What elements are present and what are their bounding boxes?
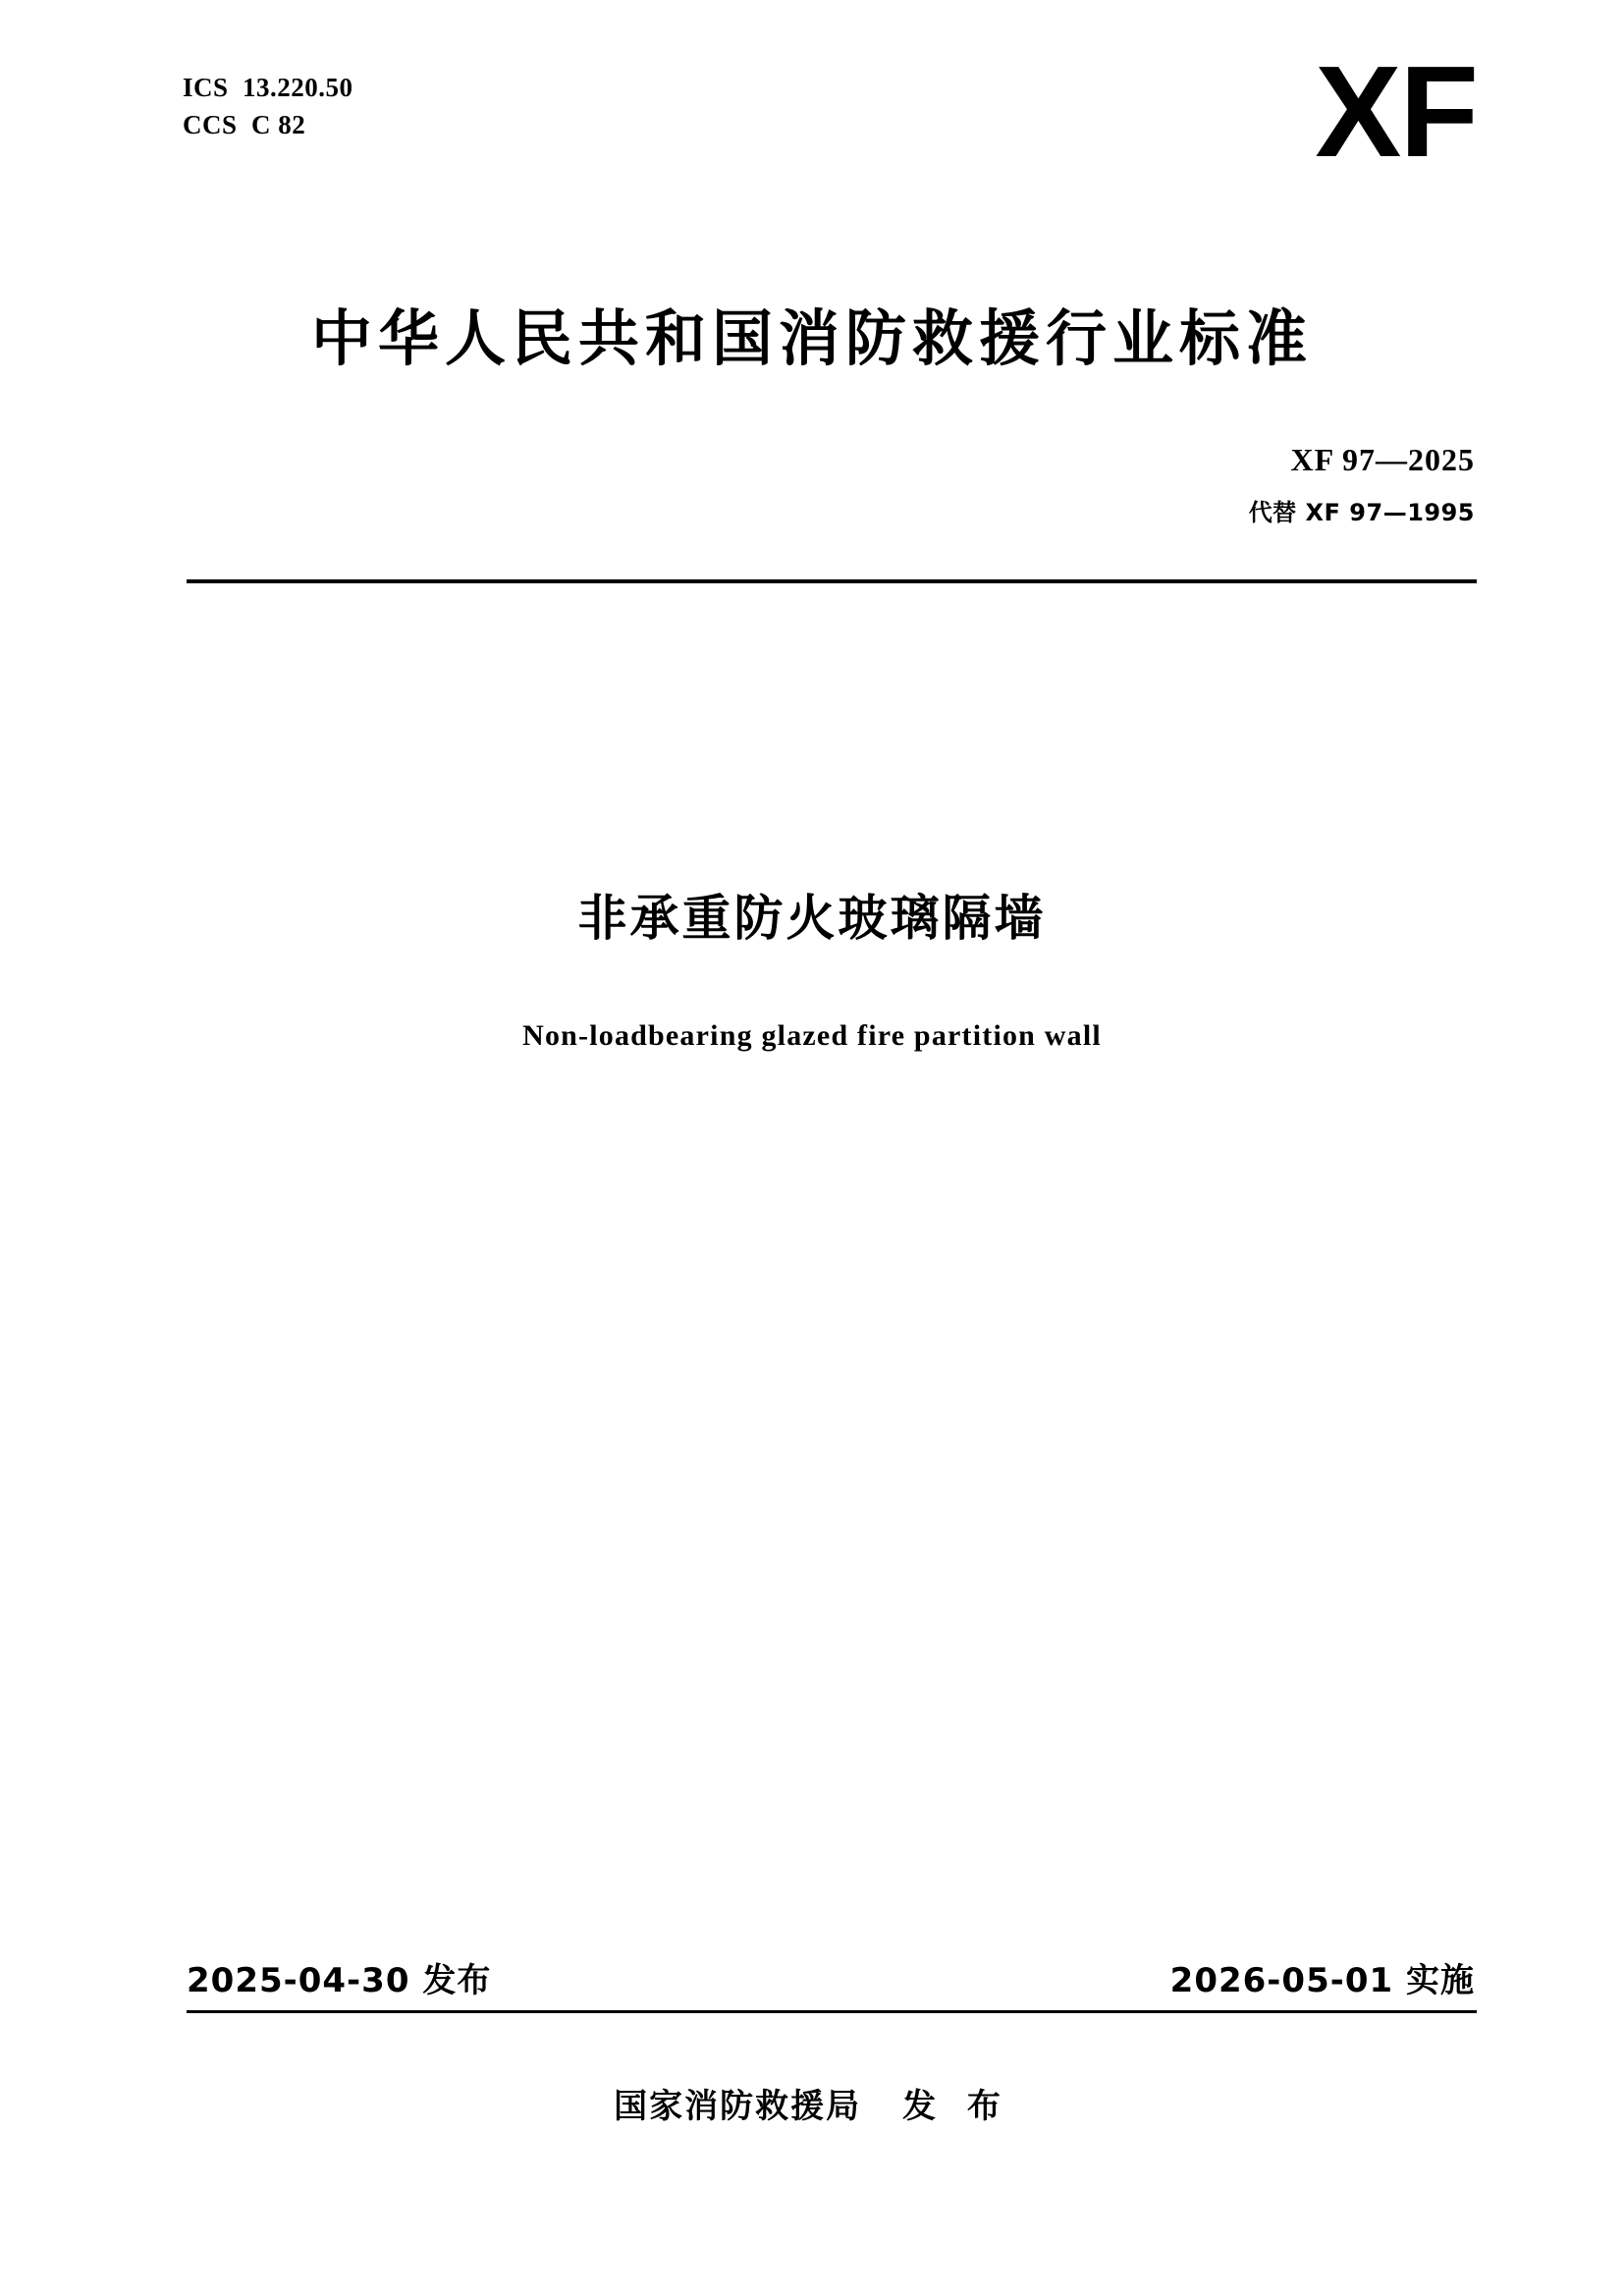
issuer-name: 国家消防救援局 [614,2087,862,2126]
effective-date: 2026-05-01 实施 [1169,1961,1475,2000]
issuer-action: 发 布 [902,2087,1010,2126]
ccs-code: CCS C 82 [183,110,306,140]
ics-code: ICS 13.220.50 [183,73,353,102]
header-divider [187,579,1477,583]
footer-divider [187,2010,1477,2013]
document-title-cn: 非承重防火玻璃隔墙 [577,890,1047,947]
issue-date: 2025-04-30 发布 [187,1961,492,2000]
issuer-line [0,2079,1624,2127]
standard-body-title: 中华人民共和国消防救援行业标准 [310,302,1313,374]
standard-replaces: 代替 XF 97—1995 [1248,499,1475,526]
classification-block [183,69,353,144]
document-title-en: Non-loadbearing glazed fire partition wall [522,1019,1102,1052]
xf-logo: XF [1315,39,1477,184]
standard-number: XF 97—2025 [1290,442,1475,477]
